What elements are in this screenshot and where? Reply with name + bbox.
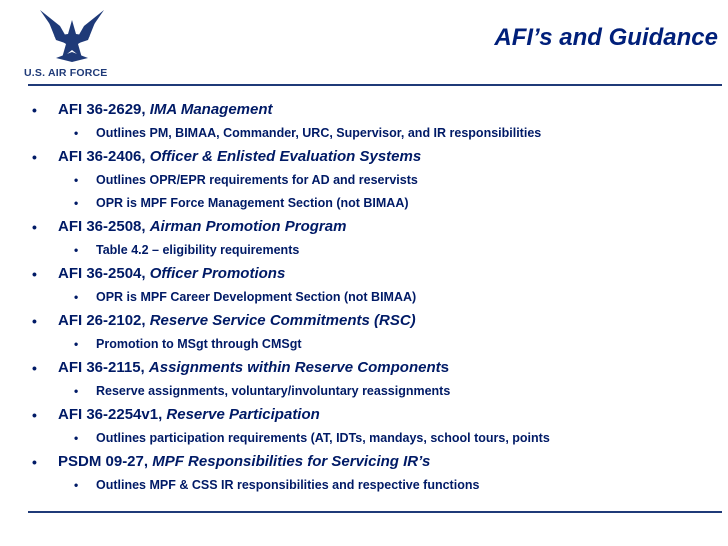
- sub-list-item: [32, 427, 722, 450]
- list-item: [32, 145, 722, 169]
- list-item: [32, 309, 722, 333]
- item-code: AFI 36-2629,: [58, 101, 150, 118]
- item-title: MPF Responsibilities for Servicing IR’s: [152, 453, 431, 470]
- sub-item-text: Outlines MPF & CSS IR responsibilities and respective functions: [96, 478, 480, 492]
- item-code: AFI 36-2504,: [58, 265, 150, 282]
- bullet-icon: •: [74, 290, 79, 304]
- bullet-icon: •: [32, 360, 37, 376]
- sub-item-text: OPR is MPF Career Development Section (not BIMAA): [96, 290, 417, 304]
- sub-item-text: Promotion to MSgt through CMSgt: [96, 337, 302, 351]
- sub-list-item: [32, 239, 722, 262]
- page-title: AFI’s and Guidance: [494, 24, 718, 51]
- item-code: AFI 36-2115,: [58, 359, 149, 376]
- item-title: IMA Management: [149, 101, 273, 118]
- item-title: Reserve Service Commitments (RSC): [149, 312, 416, 329]
- bullet-icon: •: [74, 431, 79, 445]
- item-title: Officer Promotions: [149, 265, 286, 282]
- item-title-suffix: s: [440, 359, 449, 376]
- item-title: Reserve Participation: [166, 406, 320, 423]
- air-force-logo: [22, 6, 122, 78]
- sub-list-item: [32, 474, 722, 497]
- bullet-icon: •: [32, 407, 37, 423]
- bullet-icon: •: [32, 266, 37, 282]
- bullet-icon: •: [32, 102, 37, 118]
- list-item: [32, 356, 722, 380]
- item-code: PSDM 09-27,: [58, 453, 153, 470]
- sub-item-text: Reserve assignments, voluntary/involuntary reassignments: [96, 384, 451, 398]
- item-code: AFI 26-2102,: [58, 312, 150, 329]
- bullet-icon: •: [32, 313, 37, 329]
- item-title: Assignments within Reserve Component: [148, 359, 441, 376]
- bullet-icon: •: [74, 337, 79, 351]
- bullet-icon: •: [74, 243, 79, 257]
- list-item: [32, 215, 722, 239]
- sub-list-item: [32, 286, 722, 309]
- bullet-icon: •: [32, 219, 37, 235]
- sub-list-item: [32, 333, 722, 356]
- sub-item-text: Table 4.2 – eligibility requirements: [96, 243, 300, 257]
- sub-item-text: Outlines PM, BIMAA, Commander, URC, Supervisor, and IR responsibilities: [96, 126, 542, 140]
- sub-list-item: [32, 380, 722, 403]
- item-title: Officer & Enlisted Evaluation Systems: [149, 148, 422, 165]
- air-force-wings-icon: [38, 6, 106, 62]
- list-item: [32, 403, 722, 427]
- bullet-icon: •: [32, 149, 37, 165]
- item-code: AFI 36-2508,: [58, 218, 150, 235]
- sub-item-text: OPR is MPF Force Management Section (not BIMAA): [96, 196, 409, 210]
- item-title: Airman Promotion Program: [149, 218, 347, 235]
- bullet-icon: •: [74, 384, 79, 398]
- bullet-icon: •: [74, 196, 79, 210]
- bullet-icon: •: [74, 173, 79, 187]
- bullet-icon: •: [74, 478, 79, 492]
- top-divider: [28, 84, 722, 86]
- list-item: [32, 98, 722, 122]
- list-item: [32, 450, 722, 474]
- sub-list-item: [32, 122, 722, 145]
- sub-item-text: Outlines OPR/EPR requirements for AD and reservists: [96, 173, 418, 187]
- bullet-icon: •: [32, 454, 37, 470]
- bottom-divider: [28, 511, 722, 513]
- guidance-list: [32, 98, 722, 497]
- item-code: AFI 36-2406,: [58, 148, 150, 165]
- sub-item-text: Outlines participation requirements (AT, IDTs, mandays, school tours, points: [96, 431, 550, 445]
- bullet-icon: •: [74, 126, 79, 140]
- sub-list-item: [32, 169, 722, 192]
- list-item: [32, 262, 722, 286]
- sub-list-item: [32, 192, 722, 215]
- item-code: AFI 36-2254v1,: [58, 406, 167, 423]
- logo-text: U.S. AIR FORCE: [24, 67, 108, 79]
